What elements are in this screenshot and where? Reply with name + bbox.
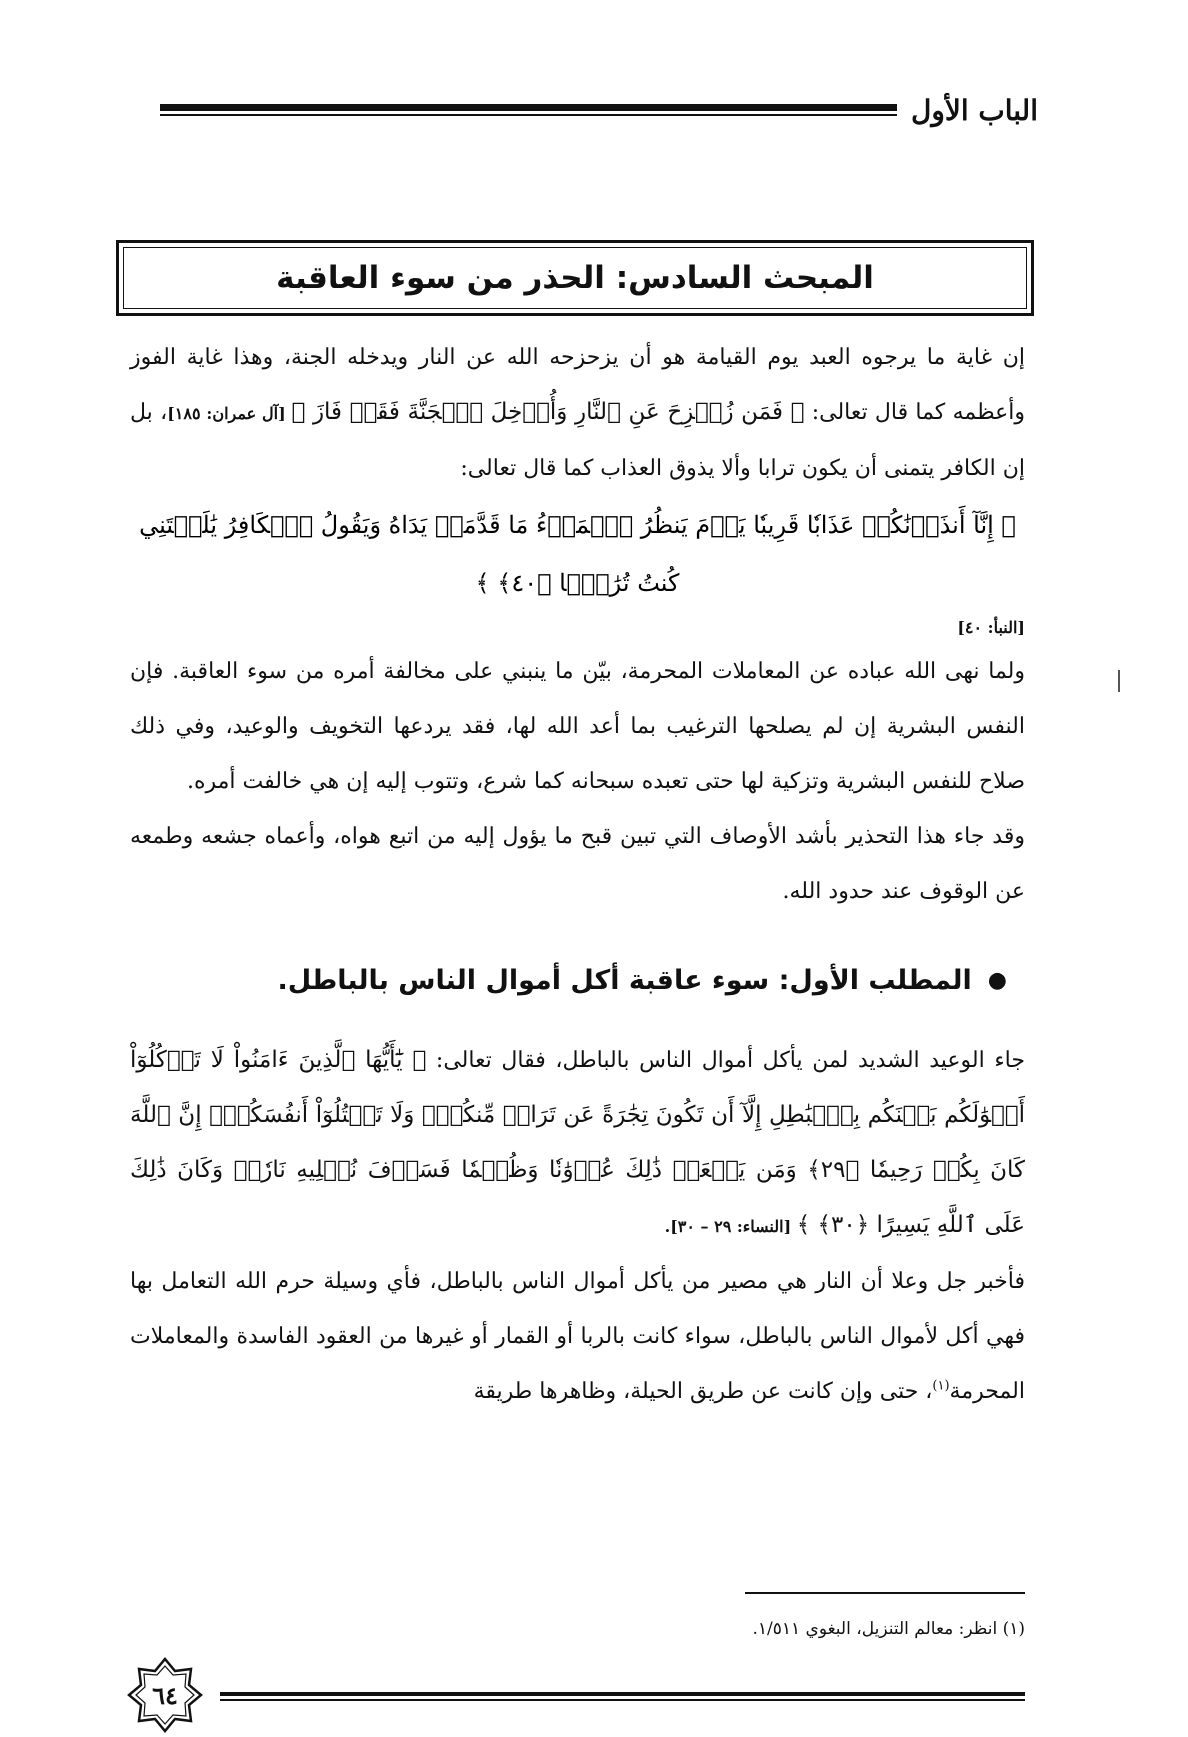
verse-reference: [النساء: ٢٩ – ٣٠]. <box>664 1217 797 1236</box>
quran-verse-inline: ﴿ يَٰٓأَيُّهَا ٱلَّذِينَ ءَامَنُواْ لَا تَأۡكُلُوٓاْ أَمۡوَٰلَكُم بَيۡنَكُم بِٱلۡبَٰطِلِ إِلَّآ أَن تَكُونَ تِجَٰرَةً عَن تَرَاضٖ مِّنكُمۡۚ وَلَا تَقۡتُلُوٓاْ أَنفُسَكُمۡۚ إِنَّ ٱللَّهَ كَانَ بِكُمۡ رَحِيمٗا ﴿٢٩﴾ وَمَن يَفۡعَلۡ ذَٰلِكَ عُدۡوَٰنٗا وَظُلۡمٗا فَسَوۡفَ نُصۡلِيهِ نَارٗاۚ وَكَانَ ذَٰلِكَ عَلَى ٱللَّهِ يَسِيرًا ﴿٣٠﴾ ﴾ <box>130 1047 1025 1238</box>
paragraph-text: ، بل إن الكافر يتمنى أن يكون ترابا وألا يذوق العذاب كما قال تعالى: <box>130 400 1025 481</box>
footnote-marker[interactable]: (١) <box>932 1378 950 1394</box>
paragraph-3: وقد جاء هذا التحذير بأشد الأوصاف التي تبين قبح ما يؤول إليه من اتبع هواه، وأعماه جشعه وطمعه عن الوقوف عند حدود الله. <box>130 824 1025 904</box>
quran-verse-inline: ﴿ فَمَن زُحۡزِحَ عَنِ ٱلنَّارِ وَأُدۡخِلَ ٱلۡجَنَّةَ فَقَدۡ فَازَ ﴾ <box>291 399 805 425</box>
footnote-rule <box>745 1592 1025 1594</box>
subsection-heading <box>130 957 1025 1005</box>
paragraph-1 <box>130 330 1025 496</box>
paragraph-5 <box>130 1254 1025 1419</box>
page-footer <box>125 1655 1025 1725</box>
header-rule <box>160 104 897 116</box>
footer-rule <box>220 1692 1025 1701</box>
chapter-title: الباب الأول <box>910 93 1038 127</box>
paragraph-text: جاء الوعيد الشديد لمن يأكل أموال الناس بالباطل، فقال تعالى: <box>426 1048 1025 1073</box>
page-number: ٦٤ <box>152 1680 178 1710</box>
paragraph-2: ولما نهى الله عباده عن المعاملات المحرمة، بيّن ما ينبني على مخالفة أمره من سوء العاقبة. فإن النفس البشرية إن لم يصلحها الترغيب بما أعد الله لها، فقد يردعها التخويف والوعيد، وفي ذلك صلاح للنفس البشرية وتزكية لها حتى تعبده سبحانه كما شرع، وتتوب إليه إن هي خالفت أمره. <box>130 659 1025 794</box>
footnote: (١) انظر: معالم التنزيل، البغوي ١/٥١١. <box>752 1619 1025 1639</box>
quran-verse-block: ﴿ إِنَّآ أَنذَرۡنَٰكُمۡ عَذَابٗا قَرِيبٗا يَوۡمَ يَنظُرُ ٱلۡمَرۡءُ مَا قَدَّمَتۡ يَدَاهُ وَيَقُولُ ٱلۡكَافِرُ يَٰلَيۡتَنِي كُنتُ تُرَٰبَۢا ﴿٤٠﴾ ﴾ <box>139 511 1016 597</box>
verse-reference: [آل عمران: ١٨٥] <box>167 404 292 423</box>
paragraph-text: فأخبر جل وعلا أن النار هي مصير من يأكل أموال الناس بالباطل، فأي وسيلة حرم الله التعامل بها فهي أكل لأموال الناس بالباطل، سواء كانت بالربا أو القمار أو غيرها من العقود الفاسدة والمعاملات المحرمة <box>130 1269 1025 1404</box>
subsection-title: المطلب الأول: سوء عاقبة أكل أموال الناس بالباطل. <box>277 965 972 996</box>
page-number-badge <box>125 1655 205 1735</box>
paragraph-text: ، حتى وإن كانت عن طريق الحيلة، وظاهرها طريقة <box>473 1379 933 1404</box>
margin-mark <box>1118 670 1120 692</box>
running-header <box>160 90 1038 130</box>
verse-reference: [النبأ: ٤٠] <box>957 618 1025 637</box>
paragraph-4 <box>130 1033 1025 1254</box>
section-title: المبحث السادس: الحذر من سوء العاقبة <box>276 260 874 296</box>
section-title-box <box>116 240 1034 316</box>
bullet-icon: ● <box>987 968 1007 993</box>
paragraph-text: إن غاية ما يرجوه العبد يوم القيامة هو أن يزحزحه الله عن النار ويدخله الجنة، وهذا غاية الفوز وأعظمه كما قال تعالى: <box>130 345 1025 425</box>
body-text <box>130 330 1025 1419</box>
